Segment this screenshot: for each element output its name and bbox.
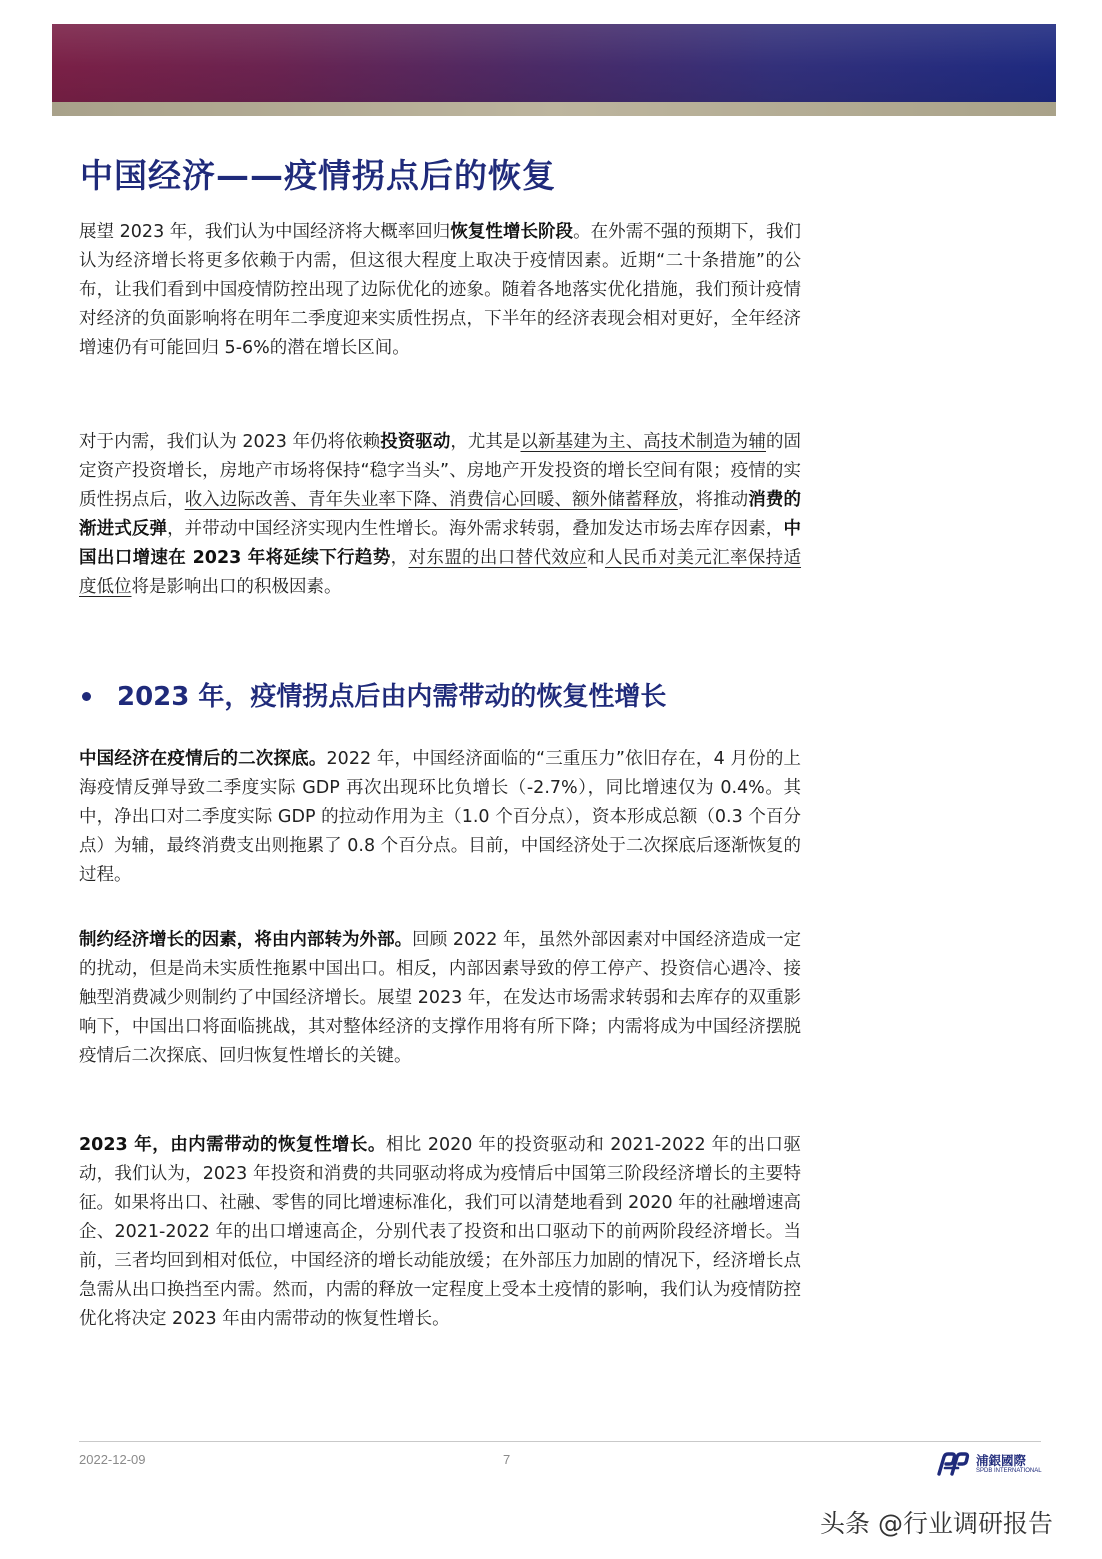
text-segment: 对于内需，我们认为 2023 年仍将依赖 <box>79 432 381 452</box>
bold-phrase: 消费的渐进式反弹 <box>79 490 802 539</box>
spdb-logo-icon <box>936 1452 972 1478</box>
bold-phrase: 中国出口增速在 2023 年将延续下行趋势 <box>79 519 801 568</box>
intro-paragraph-1 <box>79 218 801 363</box>
footer-divider <box>79 1441 1041 1442</box>
section-heading-text: 2023 年，疫情拐点后由内需带动的恢复性增长 <box>117 682 667 712</box>
text-segment: ，并带动中国经济实现内生性增长。海外需求转弱，叠加发达市场去库存因素， <box>167 519 784 539</box>
text-segment: 展望 2023 年，我们认为中国经济将大概率回归 <box>79 222 451 242</box>
underlined-phrase: 人民币对美元汇率保持适度低位 <box>79 548 802 597</box>
watermark: 头条 @行业调研报告 <box>820 1509 1053 1538</box>
bold-phrase: 中国经济在疫情后的二次探底。 <box>79 749 327 769</box>
section-paragraph-1 <box>79 745 801 890</box>
footer-date: 2022-12-09 <box>79 1452 146 1467</box>
intro-paragraph-2 <box>79 428 801 602</box>
banner-strip <box>52 102 1056 116</box>
bold-phrase: 制约经济增长的因素，将由内部转为外部。 <box>79 930 413 950</box>
text-segment: 和 <box>587 548 605 568</box>
spdb-logo <box>936 1450 1046 1480</box>
bold-phrase: 2023 年，由内需带动的恢复性增长。 <box>79 1135 386 1155</box>
logo-name-en: SPDB INTERNATIONAL <box>976 1468 1042 1474</box>
text-segment: 的固定资产投资增长，房地产市场将保持“稳字当头”、房地产开发投资的增长空间有限；疫情的实质性拐点后， <box>79 432 802 510</box>
banner-gradient <box>52 24 1056 102</box>
underlined-phrase: 收入边际改善、青年失业率下降、消费信心回暖、额外储蓄释放 <box>184 490 678 510</box>
header-banner <box>52 24 1056 116</box>
section-paragraph-3 <box>79 1131 801 1334</box>
bold-phrase: 恢复性增长阶段 <box>450 222 574 242</box>
text-segment: 2022 年，中国经济面临的“三重压力”依旧存在，4 月份的上海疫情反弹导致二季度实际 GDP 再次出现环比负增长（-2.7%），同比增速仅为 0.4%。其中，净出口对二季度实际 GDP 的拉动作用为主（1.0 个百分点），资本形成总额（0.3 个百分点）为辅，最终消费支出则拖累了 0.8 个百分点。目前，中国经济处于二次探底后逐渐恢复的过程。 <box>79 749 802 885</box>
text-segment: 回顾 2022 年，虽然外部因素对中国经济造成一定的扰动，但是尚未实质性拖累中国出口。相反，内部因素导致的停工停产、投资信心遇冷、接触型消费减少则制约了中国经济增长。展望 2023 年，在发达市场需求转弱和去库存的双重影响下，中国出口将面临挑战，其对整体经济的支撑作用将有所下降；内需将成为中国经济摆脱疫情后二次探底、回归恢复性增长的关键。 <box>79 930 801 1066</box>
section-heading <box>79 676 819 716</box>
text-segment: ，尤其是 <box>450 432 521 452</box>
text-segment: 将是影响出口的积极因素。 <box>131 577 342 597</box>
text-segment: ， <box>390 548 409 568</box>
section-paragraph-2 <box>79 926 801 1071</box>
page-title: 中国经济——疫情拐点后的恢复 <box>80 156 556 195</box>
text-segment: 。在外需不强的预期下，我们认为经济增长将更多依赖于内需，但这很大程度上取决于疫情因素。近期“二十条措施”的公布，让我们看到中国疫情防控出现了边际优化的迹象。随着各地落实优化措施，我们预计疫情对经济的负面影响将在明年二季度迎来实质性拐点，下半年的经济表现会相对更好，全年经济增速仍有可能回归 5-6%的潜在增长区间。 <box>79 222 802 358</box>
bold-phrase: 投资驱动 <box>380 432 451 452</box>
page-number: 7 <box>503 1452 511 1467</box>
underlined-phrase: 以新基建为主、高技术制造为辅 <box>520 432 766 452</box>
text-segment: ，将推动 <box>677 490 749 510</box>
underlined-phrase: 对东盟的出口替代效应 <box>408 548 588 568</box>
logo-name-cn: 浦銀國際 <box>976 1453 1027 1468</box>
bullet-icon <box>82 692 91 701</box>
text-segment: 相比 2020 年的投资驱动和 2021-2022 年的出口驱动，我们认为，2023 年投资和消费的共同驱动将成为疫情后中国第三阶段经济增长的主要特征。如果将出口、社融、零售的同比增速标准化，我们可以清楚地看到 2020 年的社融增速高企、2021-2022 年的出口增速高企，分别代表了投资和出口驱动下的前两阶段经济增长。当前，三者均回到相对低位，中国经济的增长动能放缓；在外部压力加剧的情况下，经济增长点急需从出口换挡至内需。然而，内需的释放一定程度上受本土疫情的影响，我们认为疫情防控优化将决定 2023 年由内需带动的恢复性增长。 <box>79 1135 801 1329</box>
